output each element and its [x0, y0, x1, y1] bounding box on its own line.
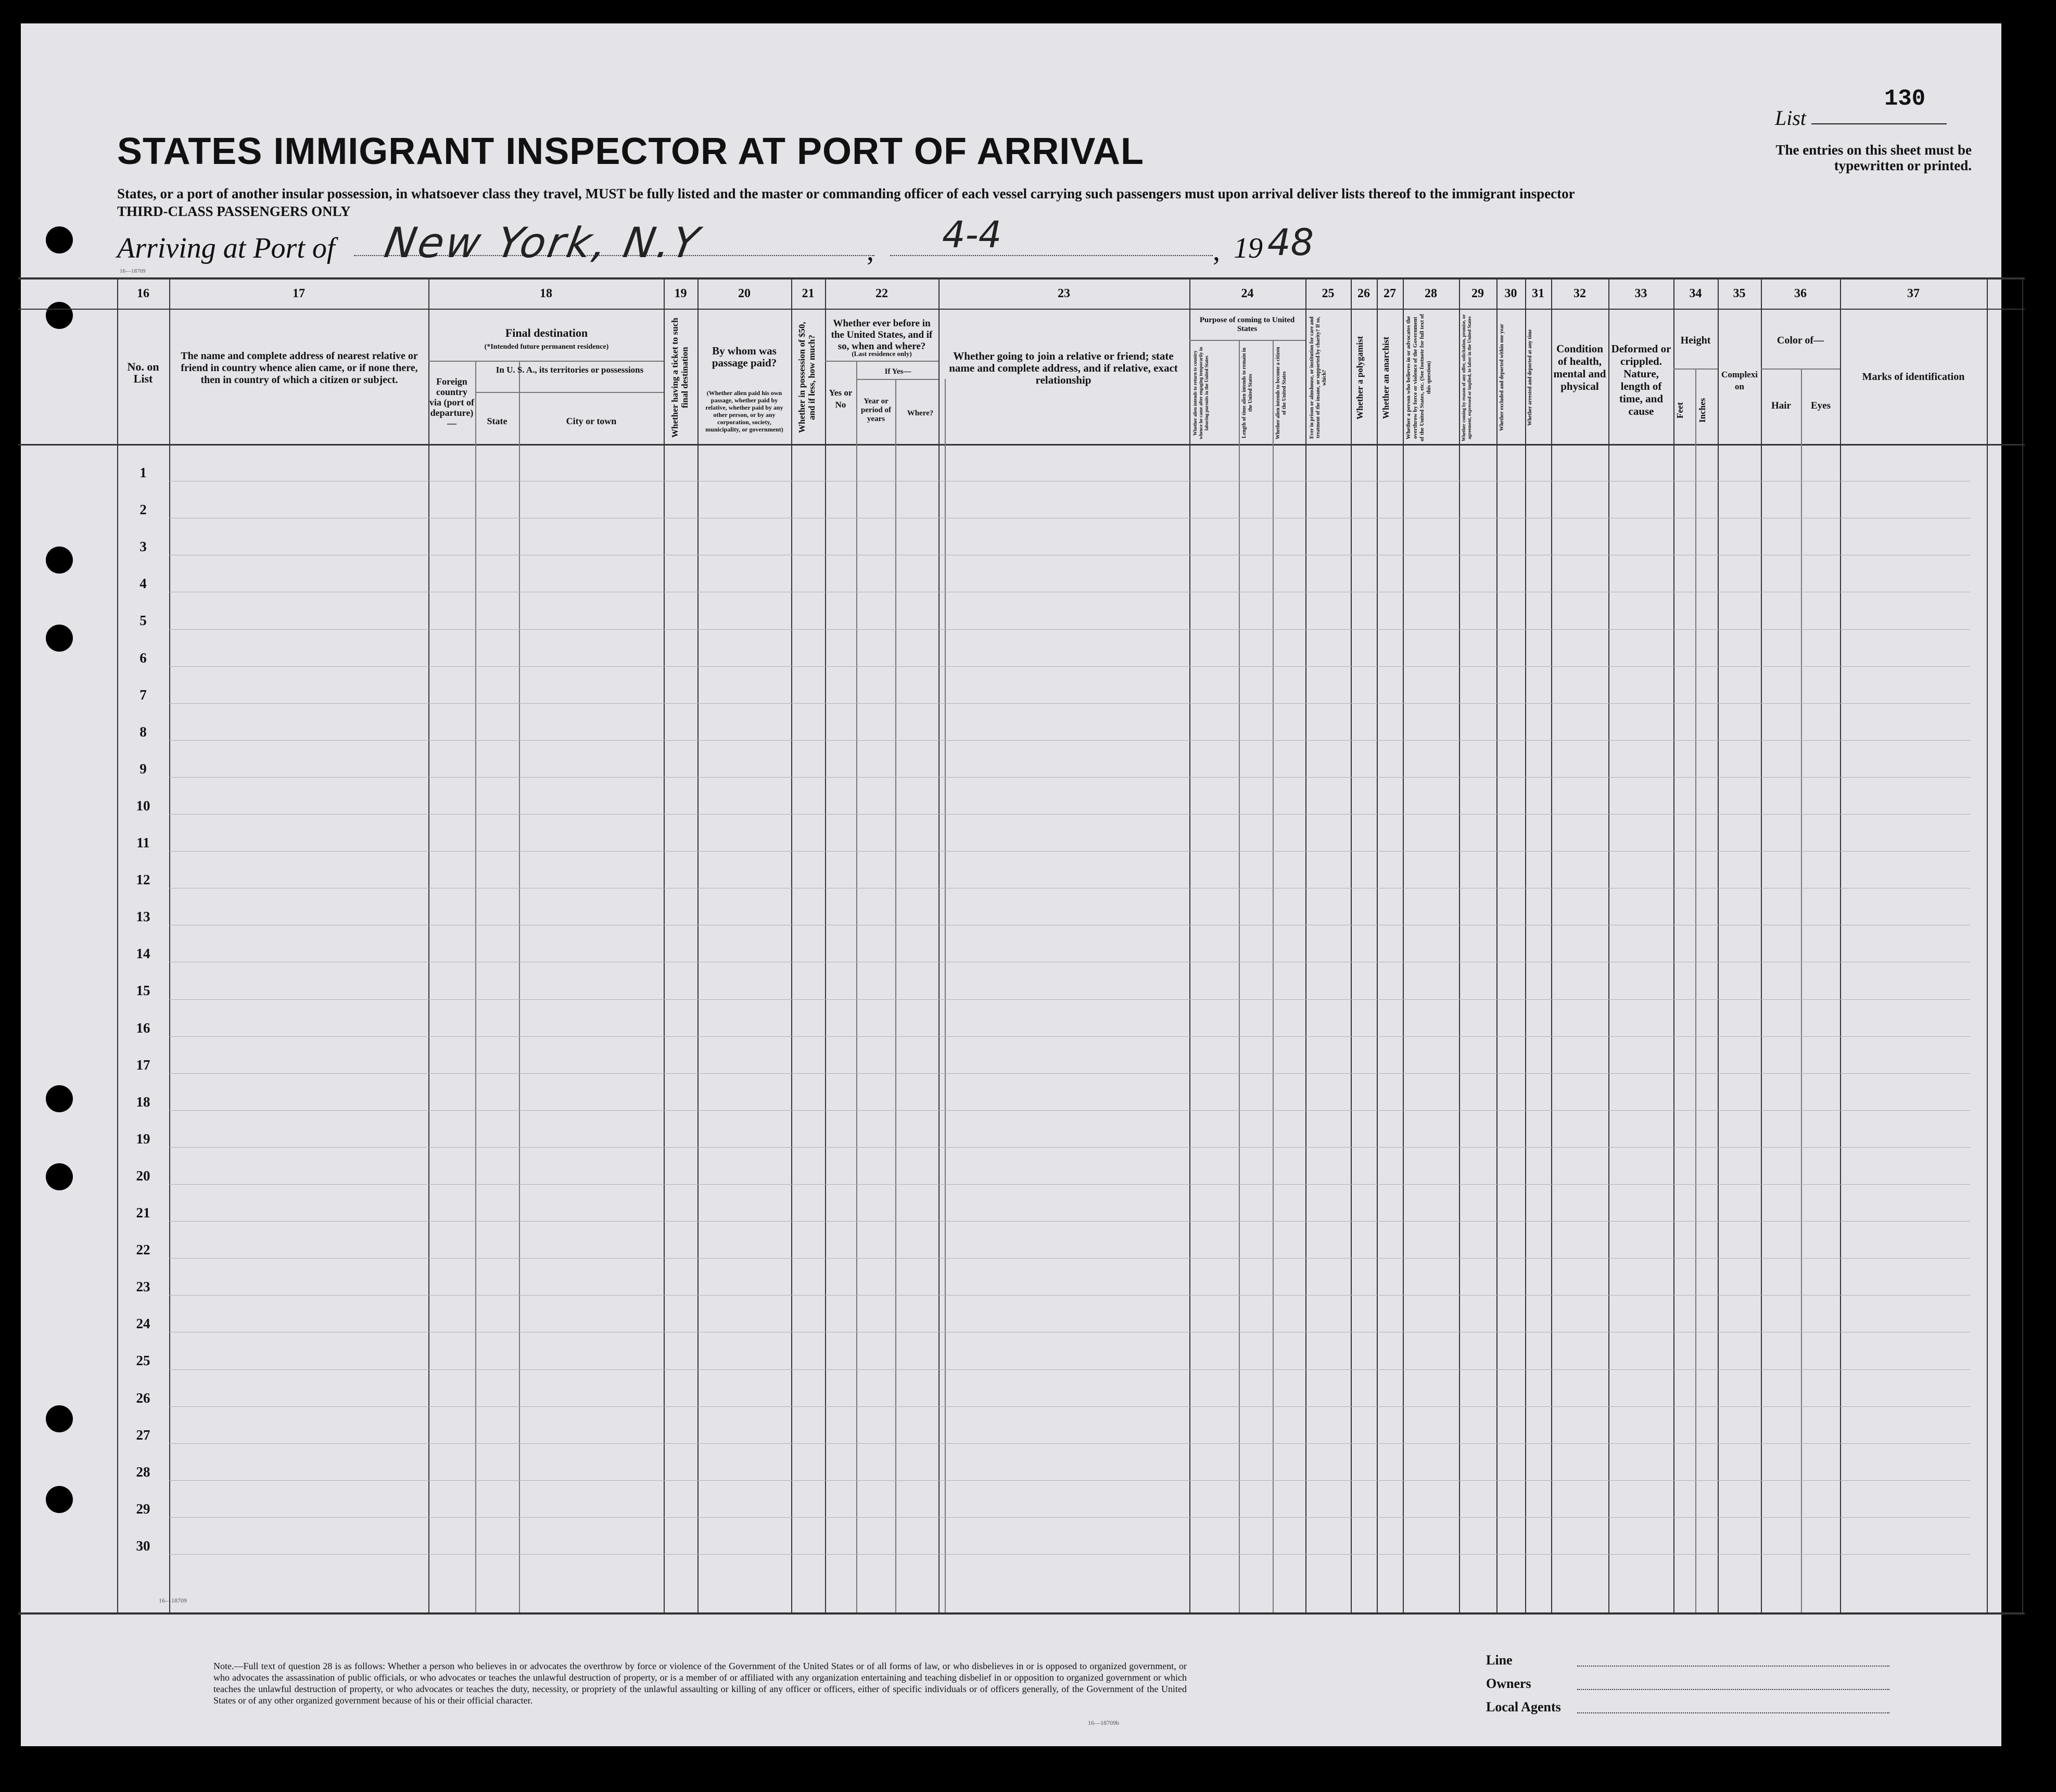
colnum: 36: [1794, 287, 1807, 300]
row-number: 30: [136, 1537, 150, 1554]
row-rule: [169, 629, 1970, 630]
colnum: 20: [738, 287, 751, 300]
header-polygamist: Whether a polygamist: [1355, 336, 1365, 420]
line-label: Line: [1486, 1653, 1513, 1668]
row-rule: [169, 1184, 1970, 1185]
header-where: Where?: [907, 409, 934, 417]
colnum: 25: [1322, 287, 1335, 300]
class-note: THIRD-CLASS PASSENGERS ONLY: [117, 204, 351, 219]
local-agents-label: Local Agents: [1486, 1699, 1561, 1714]
header-eyes: Eyes: [1811, 400, 1831, 411]
header-hair: Hair: [1771, 400, 1791, 411]
punch-hole: [46, 302, 73, 329]
row-rule: [169, 814, 1970, 815]
colnum: 29: [1471, 287, 1484, 300]
row-number: 27: [136, 1427, 150, 1443]
header-ever-before-sub: (Last residence only): [852, 350, 912, 358]
colnum: 17: [293, 287, 305, 300]
owners-field[interactable]: [1577, 1689, 1889, 1690]
list-label: List: [1775, 106, 1807, 130]
footer-form-code: 16—18709b: [1088, 1719, 1119, 1726]
footnote-question-28: Note.—Full text of question 28 is as follows: Whether a person who believes in or advocates the overthrow by force or violence of the Government of the United States or of all forms of law, or who disbelieves in or is opposed to organized government, or who advocates the assassination of public officials, or who advocates or teaches the unlawful destruction of property, or is a member of or affiliated with any organization entertaining and teaching disbelief in or opposition to organized government or which teaches the unlawful destruction of property, or who advocates or teaches the duty, necessity, or propriety of the unlawful assaulting or killing of any officer or officers, either of specific individuals or of officers generally, of the Government of the United States or of any other organized government because of his or their official character.: [213, 1661, 1187, 1706]
colnum: 34: [1689, 287, 1702, 300]
header-overthrow: Whether a person who believes in or advocates the overthrow by force or violence of the Government of the United States, etc. (See footnote for full text of this question): [1405, 314, 1432, 441]
row-rule: [169, 740, 1970, 741]
header-city: City or town: [566, 416, 617, 426]
row-number: 4: [139, 576, 147, 592]
row-number: 10: [136, 797, 150, 814]
row-rule: [169, 777, 1970, 778]
local-agents-field[interactable]: [1577, 1712, 1889, 1713]
row-number: 24: [136, 1316, 150, 1332]
colnum: 31: [1532, 287, 1544, 300]
header-prison: Ever in prison or almshouse, or institution for care and treatment of the insane, or supported by charity? If so, which?: [1309, 316, 1327, 439]
punch-hole: [46, 1486, 73, 1513]
punch-hole: [46, 625, 73, 652]
header-passage-paid: By whom was passage paid?: [712, 345, 777, 369]
colnum: 26: [1357, 287, 1370, 300]
header-complexion: Complexion: [1721, 370, 1758, 391]
colnum: 37: [1907, 287, 1920, 300]
punch-hole: [46, 1085, 73, 1112]
row-number: 25: [136, 1353, 150, 1369]
row-number: 8: [139, 723, 147, 740]
header-marks: Marks of identification: [1862, 371, 1965, 383]
row-rule: [169, 1258, 1970, 1259]
header-passage-paid-sub: (Whether alien paid his own passage, whether paid by relative, whether paid by any other person, or by any corporation, society, municipality, or government): [705, 389, 783, 433]
header-anarchist: Whether an anarchist: [1381, 336, 1391, 419]
row-rule: [169, 1517, 1970, 1518]
form-code: 16—18709: [120, 268, 146, 274]
row-number: 28: [136, 1464, 150, 1480]
date-handwritten: 4-4: [942, 213, 1002, 256]
row-number: 15: [136, 983, 150, 999]
arriving-label: Arriving at Port of: [117, 232, 335, 264]
header-final-destination: Final destination: [505, 326, 588, 339]
row-number: 9: [139, 760, 147, 777]
port-handwritten: New York, N.Y: [380, 219, 705, 267]
header-yes-no: Yes or No: [829, 388, 853, 410]
header-offer: Whether coming by reason of any offer, solicitation, promise, or agreement, expressed or implied, to labor in the United States: [1461, 314, 1472, 441]
row-number: 18: [136, 1094, 150, 1110]
header-inches: Inches: [1697, 398, 1707, 423]
form-code: 16—18709: [159, 1597, 187, 1604]
row-rule: [169, 1406, 1970, 1407]
row-rule: [169, 1073, 1970, 1074]
colnum: 19: [674, 287, 687, 300]
row-number: 7: [139, 687, 147, 703]
row-rule: [169, 1554, 1970, 1555]
header-final-destination-sub: (*Intended future permanent residence): [484, 343, 609, 351]
header-purpose-citizen: Whether alien intends to become a citizen of the United States: [1275, 347, 1287, 439]
comma: ,: [1213, 235, 1220, 267]
colnum: 16: [137, 287, 149, 300]
punch-hole: [46, 1405, 73, 1432]
colnum: 32: [1573, 287, 1586, 300]
typewritten-note: The entries on this sheet must be typewritten or printed.: [1775, 142, 1972, 173]
row-number: 26: [136, 1390, 150, 1406]
year-handwritten: 48: [1267, 221, 1314, 264]
list-underline: [1811, 123, 1947, 124]
header-arrested: Whether arrested and deported at any time: [1527, 329, 1533, 426]
colnum: 30: [1504, 287, 1517, 300]
header-feet: Feet: [1675, 402, 1685, 418]
row-number: 17: [136, 1057, 150, 1073]
owners-label: Owners: [1486, 1676, 1531, 1691]
colnum: 33: [1634, 287, 1647, 300]
row-number: 1: [139, 465, 147, 480]
row-number: 21: [136, 1205, 150, 1221]
row-rule: [169, 1369, 1970, 1370]
row-rule: [169, 1036, 1970, 1037]
header-join-relative: Whether going to join a relative or friend; state name and complete address, and if relative, exact relationship: [949, 350, 1178, 386]
year-prefix: 19: [1234, 232, 1263, 264]
list-number: 130: [1884, 86, 1926, 112]
header-foreign-country: Foreign country via (port of departure)—: [429, 376, 474, 428]
header-no-on-list: No. on List: [127, 360, 159, 385]
punch-hole: [46, 1163, 73, 1190]
row-number: 13: [136, 909, 150, 925]
header-color-of: Color of—: [1776, 335, 1824, 346]
row-rule: [169, 999, 1970, 1000]
punch-hole: [46, 226, 73, 253]
row-rule: [169, 1110, 1970, 1111]
row-rule: [169, 666, 1970, 667]
punch-hole: [46, 547, 73, 574]
row-number: 6: [139, 650, 147, 666]
row-number: 20: [136, 1167, 150, 1184]
row-rule: [169, 703, 1970, 704]
colnum: 22: [875, 287, 888, 300]
header-excluded: Whether excluded and deported within one year: [1499, 324, 1505, 431]
row-number: 2: [139, 502, 147, 518]
header-if-yes: If Yes—: [884, 367, 911, 376]
header-in-usa: In U. S. A., its territories or possessions: [496, 365, 644, 375]
header-purpose-return: Whether alien intends to return to country whence he came after engaging temporarily in laboring pursuits in the United States: [1192, 347, 1209, 439]
row-number: 16: [136, 1020, 150, 1036]
date-line: [890, 255, 1213, 256]
row-rule: [169, 1221, 1970, 1222]
header-state: State: [487, 416, 507, 426]
instruction-text: States, or a port of another insular possession, in whatsoever class they travel, MUST be fully listed and the master or commanding officer of each vessel carrying such passengers must upon arrival deliver lists thereof to the immigrant inspector: [117, 186, 1575, 201]
page-title: STATES IMMIGRANT INSPECTOR AT PORT OF ARRIVAL: [117, 131, 1144, 172]
colnum: 23: [1058, 287, 1070, 300]
row-number: 19: [136, 1130, 150, 1147]
manifest-sheet: [21, 23, 2001, 1746]
colnum: 35: [1733, 287, 1746, 300]
colnum: 24: [1241, 287, 1254, 300]
row-rule: [169, 1147, 1970, 1148]
row-number: 23: [136, 1279, 150, 1295]
header-height: Height: [1680, 335, 1711, 346]
row-number: 14: [136, 946, 150, 962]
manifest-table: [117, 277, 2022, 1615]
row-rule: [169, 1443, 1970, 1444]
colnum: 27: [1384, 287, 1396, 300]
row-rule: [169, 1480, 1970, 1481]
colnum: 28: [1425, 287, 1437, 300]
row-number: 11: [136, 835, 150, 850]
header-fifty-dollars: Whether in possession of $50, and if less, how much?: [797, 322, 817, 434]
header-deformed: Deformed or crippled. Nature, length of time, and cause: [1611, 342, 1671, 417]
row-number: 5: [139, 613, 147, 629]
comma: ,: [867, 235, 874, 267]
line-field[interactable]: [1577, 1666, 1889, 1667]
row-number: 12: [136, 872, 150, 888]
colnum: 18: [540, 287, 552, 300]
header-purpose-length: Length of time alien intends to remain in the United States: [1241, 348, 1253, 438]
row-number: 22: [136, 1242, 150, 1258]
header-health: Condition of health, mental and physical: [1553, 342, 1606, 392]
row-number: 3: [139, 539, 147, 555]
header-ticket: Whether having a ticket to such final destination: [670, 317, 690, 438]
header-ever-before: Whether ever before in the United States, and if so, when and where?: [831, 318, 933, 352]
header-year: Year or period of years: [861, 397, 891, 423]
row-number: 29: [136, 1501, 150, 1517]
header-nearest-relative: The name and complete address of nearest relative or friend in country whence alien came, or if none there, then in country of which a citizen or subject.: [181, 350, 418, 386]
colnum: 21: [802, 287, 815, 300]
header-purpose: Purpose of coming to United States: [1199, 316, 1295, 333]
